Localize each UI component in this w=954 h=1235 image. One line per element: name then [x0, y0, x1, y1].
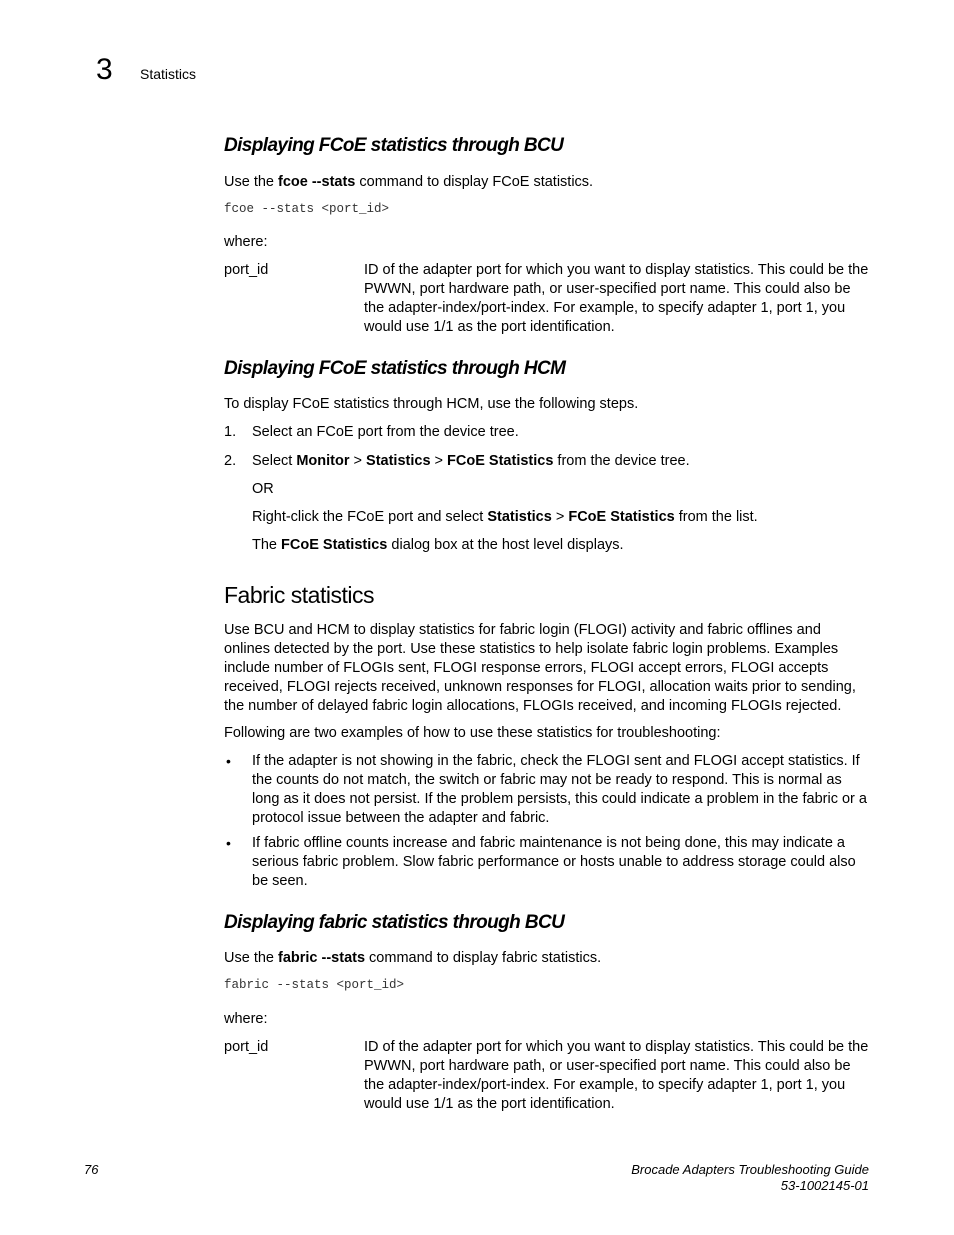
footer-doc-info [631, 1162, 869, 1194]
fabric-para-2: Following are two examples of how to use these statistics for troubleshooting: [224, 725, 721, 741]
heading-fabric-statistics: Fabric statistics [224, 582, 374, 608]
fabric-stats-command: fabric --stats [278, 950, 366, 966]
step-alternative: Right-click the FCoE port and select Statistics > FCoE Statistics from the list. [252, 509, 758, 525]
heading-fcoe-hcm: Displaying FCoE statistics through HCM [224, 358, 566, 379]
step-result: The FCoE Statistics dialog box at the host level displays. [252, 537, 624, 553]
fcoe-where-label: where: [224, 234, 268, 250]
step-1-text: Select an FCoE port from the device tree. [252, 424, 519, 440]
chapter-title: Statistics [140, 66, 197, 82]
fcoe-bcu-intro: Use the fcoe --stats command to display FCoE statistics. [224, 174, 594, 190]
fcoe-port-id-definition: ID of the adapter port for which you want to display statistics. This could be the PWWN, port hardware path, or user-specified port name. This could also be the adapter-index/port-index. For example, to specify adapter 1, port 1, you would use 1/1 as the port identification. [364, 262, 869, 335]
fabric-bcu-intro: Use the fabric --stats command to display fabric statistics. [224, 950, 602, 966]
fabric-stats-code: fabric --stats <port_id> [224, 978, 405, 992]
bullet-marker: • [226, 753, 231, 769]
bullet-item-1: If the adapter is not showing in the fabric, check the FLOGI sent and FLOGI accept statistics. If the counts do not match, the switch or fabric may not be ready to respond. This is normal as long as it does not persist. If the problem persists, this could indicate a problem in the fabric or a protocol issue between the adapter and fabric. [252, 753, 867, 826]
bullet-marker: • [226, 835, 231, 851]
heading-fabric-bcu: Displaying fabric statistics through BCU [224, 912, 565, 933]
fabric-para-1: Use BCU and HCM to display statistics for fabric login (FLOGI) activity and fabric offlines and onlines detected by the port. Use these statistics to help isolate fabric login problems. Examples include number of FLOGIs sent, FLOGI response errors, FLOGI accept errors, FLOGI accepts received, FLOGI rejects received, unknown responses for FLOGI, allocation waits prior to sending, the number of delayed fabric login allocations, FLOGIs received, and incoming FLOGIs rejected. [224, 622, 856, 714]
footer-doc-title: Brocade Adapters Troubleshooting Guide [631, 1162, 869, 1177]
fcoe-hcm-intro: To display FCoE statistics through HCM, use the following steps. [224, 396, 639, 412]
step-1-number: 1. [224, 424, 237, 440]
fcoe-stats-code: fcoe --stats <port_id> [224, 202, 390, 216]
step-2-number: 2. [224, 453, 237, 469]
step-or: OR [252, 481, 274, 497]
heading-fcoe-bcu: Displaying FCoE statistics through BCU [224, 135, 564, 156]
footer-doc-number: 53-1002145-01 [780, 1178, 869, 1193]
fabric-where-label: where: [224, 1011, 268, 1027]
step-2-text: Select Monitor > Statistics > FCoE Statistics from the device tree. [252, 453, 690, 469]
fcoe-term-port-id: port_id [224, 262, 269, 278]
fcoe-stats-command: fcoe --stats [278, 174, 356, 190]
fabric-port-id-definition: ID of the adapter port for which you want to display statistics. This could be the PWWN, port hardware path, or user-specified port name. This could also be the adapter-index/port-index. For example, to specify adapter 1, port 1, you would use 1/1 as the port identification. [364, 1039, 869, 1112]
chapter-number: 3 [96, 53, 113, 86]
page-number: 76 [84, 1162, 99, 1177]
fabric-term-port-id: port_id [224, 1039, 269, 1055]
bullet-item-2: If fabric offline counts increase and fabric maintenance is not being done, this may indicate a serious fabric problem. Slow fabric performance or hosts unable to address storage could also be seen. [252, 835, 856, 889]
